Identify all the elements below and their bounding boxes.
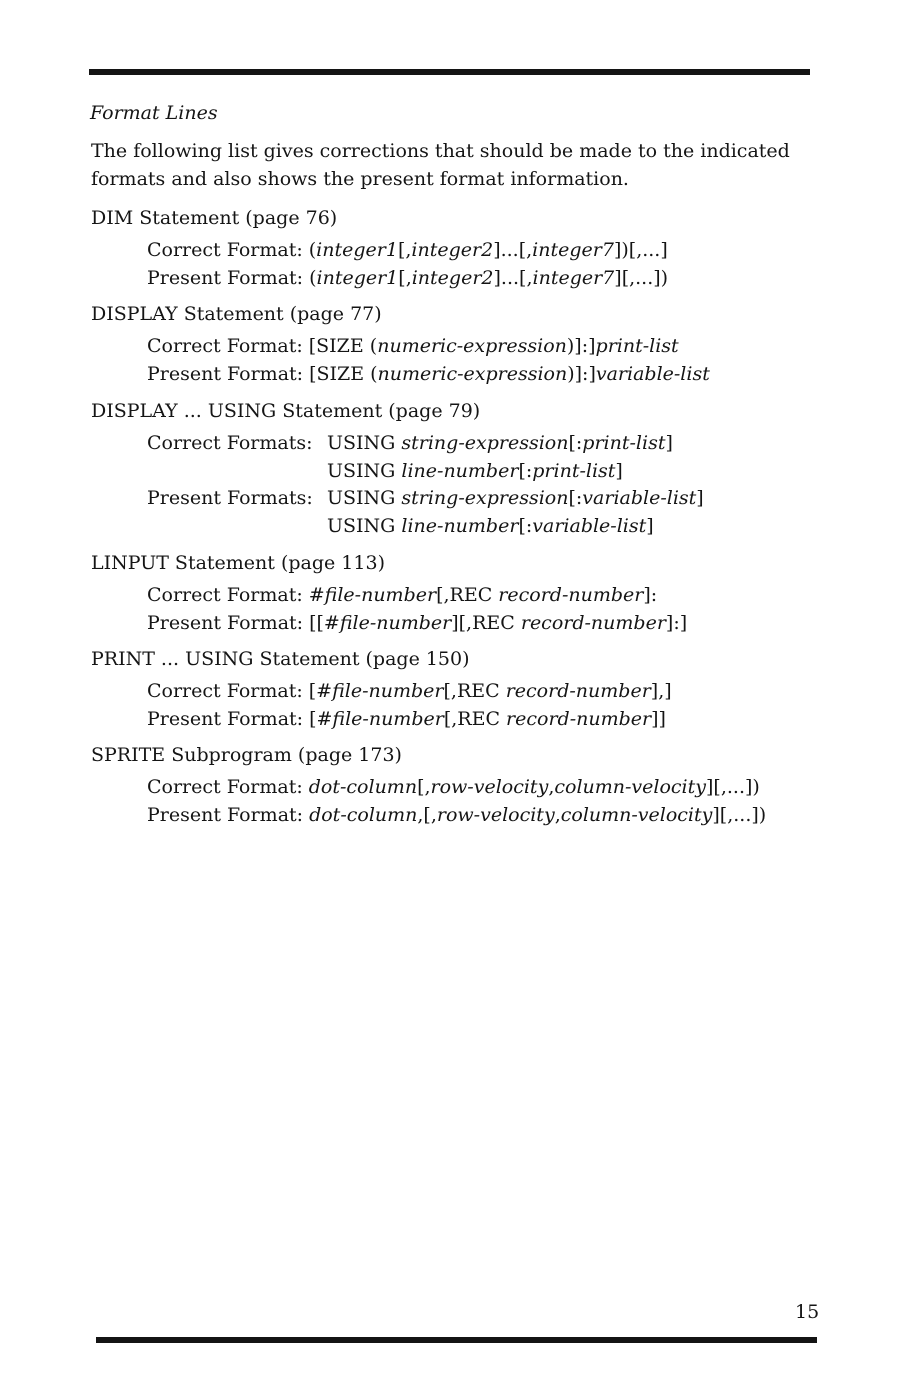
section-title: PRINT ... USING Statement (page 150)	[91, 648, 470, 670]
format-line	[147, 239, 668, 261]
format-line	[147, 335, 679, 357]
format-line	[147, 363, 710, 385]
format-label: Present Formats:	[147, 487, 313, 509]
section-title: LINPUT Statement (page 113)	[91, 552, 385, 574]
format-syntax: [SIZE (numeric-expression)]:]variable-list	[309, 362, 710, 385]
format-syntax: dot-column,[,row-velocity,column-velocity][,...])	[309, 803, 767, 826]
format-line	[147, 708, 666, 730]
format-line	[147, 612, 687, 634]
intro-paragraph: The following list gives corrections that should be made to the indicated formats and also shows the present format information.	[91, 140, 790, 190]
format-syntax: [#file-number[,REC record-number]]	[309, 707, 666, 730]
format-label: Correct Format:	[147, 335, 303, 357]
format-label: Present Format:	[147, 362, 304, 385]
section-title: DISPLAY ... USING Statement (page 79)	[91, 400, 481, 422]
format-label: Present Format:	[147, 803, 304, 826]
format-syntax: [#file-number[,REC record-number],]	[308, 680, 672, 702]
section-title: SPRITE Subprogram (page 173)	[91, 744, 402, 766]
format-syntax: #file-number[,REC record-number]:	[308, 584, 658, 606]
format-label: Correct Format:	[147, 584, 303, 606]
format-syntax: (integer1[,integer2]...[,integer7][,...])	[309, 266, 669, 289]
format-label: Present Format:	[147, 707, 304, 730]
format-syntax: USING string-expression[:print-list]	[327, 432, 673, 454]
page-number: 15	[795, 1301, 820, 1323]
format-label: Correct Formats:	[147, 432, 313, 454]
format-line	[147, 776, 760, 798]
format-syntax: dot-column[,row-velocity,column-velocity][,...])	[308, 776, 760, 798]
format-line	[147, 515, 654, 537]
format-line	[147, 804, 766, 826]
format-line	[147, 432, 673, 454]
format-label: Correct Format:	[147, 680, 303, 702]
format-line	[147, 267, 668, 289]
format-line	[147, 460, 623, 482]
format-label: Correct Format:	[147, 239, 303, 261]
section-title: DISPLAY Statement (page 77)	[91, 303, 382, 325]
format-label: Present Format:	[147, 266, 304, 289]
section-title: DIM Statement (page 76)	[91, 207, 338, 229]
format-syntax: USING line-number[:print-list]	[327, 459, 623, 482]
section-heading: Format Lines	[90, 102, 218, 124]
format-label: Correct Format:	[147, 776, 303, 798]
top-rule	[89, 69, 810, 75]
format-syntax: USING line-number[:variable-list]	[327, 514, 654, 537]
format-syntax: [[#file-number][,REC record-number]:]	[309, 611, 688, 634]
format-label: Present Format:	[147, 611, 304, 634]
format-line	[147, 680, 672, 702]
format-line	[147, 487, 704, 509]
format-syntax: USING string-expression[:variable-list]	[327, 487, 704, 509]
bottom-rule	[96, 1337, 817, 1343]
format-line	[147, 584, 657, 606]
format-syntax: [SIZE (numeric-expression)]:]print-list	[308, 335, 679, 357]
format-syntax: (integer1[,integer2]...[,integer7])[,...]	[308, 239, 668, 261]
